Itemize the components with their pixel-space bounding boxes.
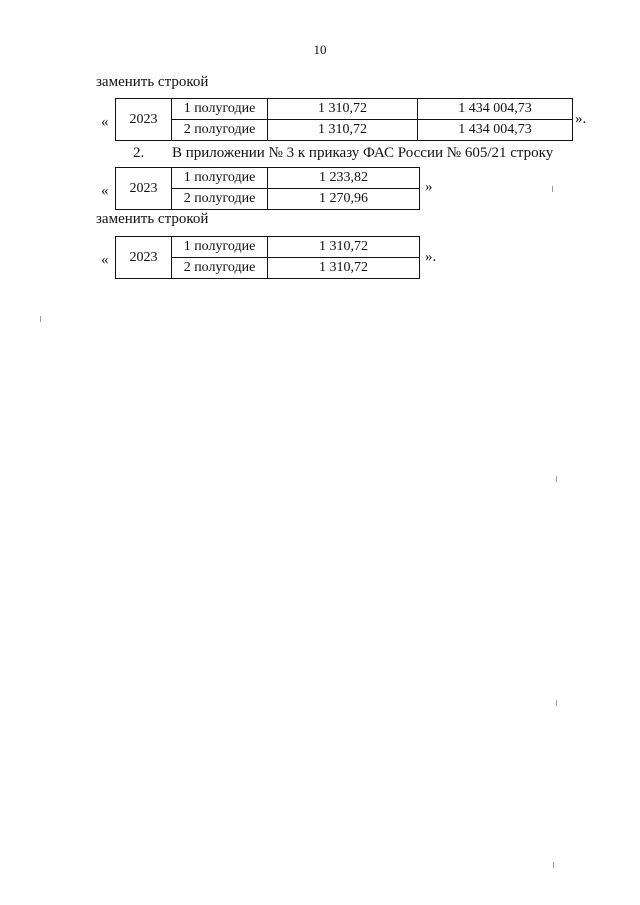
year-cell: 2023	[116, 237, 172, 279]
table-row	[116, 168, 420, 189]
period-cell: 1 полугодие	[172, 99, 268, 120]
value-cell: 1 434 004,73	[418, 99, 573, 120]
item-number: 2.	[133, 145, 145, 161]
replacement-table-1	[115, 98, 573, 141]
period-cell: 1 полугодие	[172, 168, 268, 189]
scan-speck	[556, 700, 557, 706]
year-cell: 2023	[116, 168, 172, 210]
period-cell: 2 полугодие	[172, 189, 268, 210]
value-cell: 1 270,96	[268, 189, 420, 210]
value-cell: 1 233,82	[268, 168, 420, 189]
period-cell: 1 полугодие	[172, 237, 268, 258]
table-row	[116, 99, 573, 120]
value-cell: 1 310,72	[268, 237, 420, 258]
replace-with-line-text: заменить строкой	[96, 74, 209, 90]
scan-speck	[40, 316, 41, 322]
original-table-2	[115, 167, 420, 210]
year-cell: 2023	[116, 99, 172, 141]
period-cell: 2 полугодие	[172, 258, 268, 279]
value-cell: 1 434 004,73	[418, 120, 573, 141]
close-quote: »	[425, 179, 433, 195]
scan-speck	[553, 862, 554, 868]
replace-with-line-text: заменить строкой	[96, 211, 209, 227]
value-cell: 1 310,72	[268, 120, 418, 141]
scan-speck	[552, 186, 553, 192]
close-quote: ».	[575, 111, 587, 127]
value-cell: 1 310,72	[268, 99, 418, 120]
open-quote: «	[101, 114, 109, 130]
period-cell: 2 полугодие	[172, 120, 268, 141]
replacement-table-3	[115, 236, 420, 279]
table-row	[116, 237, 420, 258]
close-quote: ».	[425, 249, 437, 265]
open-quote: «	[101, 183, 109, 199]
value-cell: 1 310,72	[268, 258, 420, 279]
item-text: В приложении № 3 к приказу ФАС России № 605/21 строку	[172, 145, 554, 161]
open-quote: «	[101, 252, 109, 268]
table-row	[116, 120, 573, 141]
scan-speck	[556, 476, 557, 482]
page-number: 10	[313, 42, 327, 57]
